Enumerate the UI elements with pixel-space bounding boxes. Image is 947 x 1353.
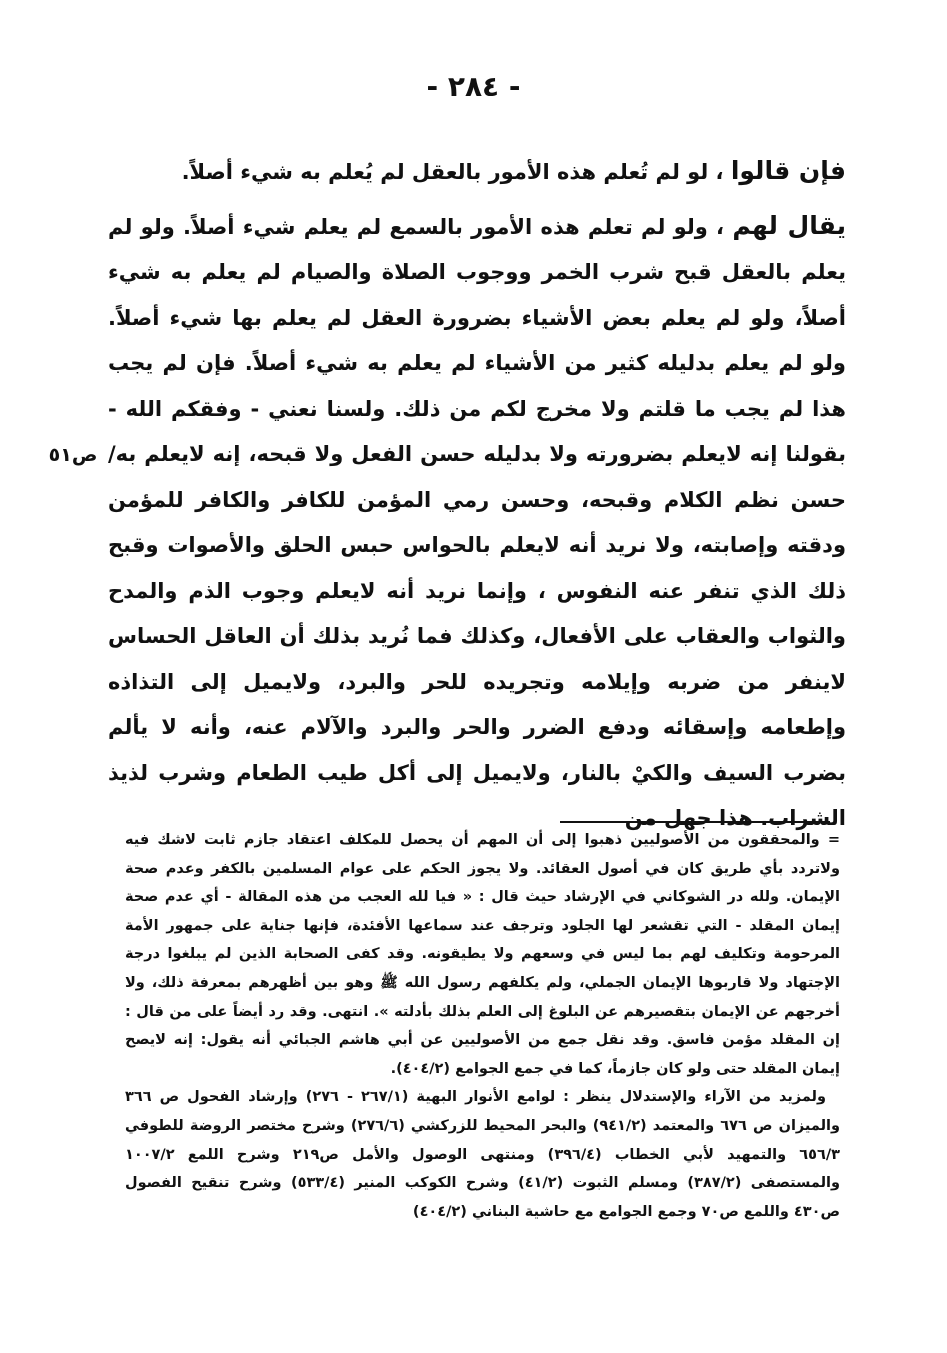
- paragraph-objection: [108, 148, 846, 196]
- objection-text: ، لو لم تُعلم هذه الأمور بالعقل لم يُعلم به شيء أصلاً.: [181, 160, 731, 184]
- footnotes: [125, 826, 840, 1226]
- objection-keyword: فإن قالوا: [730, 156, 846, 185]
- paragraph-reply: [108, 203, 846, 842]
- manuscript-page-marker: ص٥١: [48, 444, 98, 466]
- footnote-continuation: = والمحققون من الأصوليين ذهبوا إلى أن المهم أن يحصل للمكلف اعتقاد جازم ثابت لاشك فيه ولاتردد بأي طريق كان في أصول العقائد. ولا يجوز الحكم على عوام المسلمين بالكفر وعدم صحة الإيمان. ولله در الشوكاني في الإرشاد حيث قال : « فيا لله العجب من هذه المقالة - أي عدم صحة إيمان المقلد - التي تقشعر لها الجلود وترجف عند سماعها الأفئدة، فإنها جناية على جمهور الأمة المرحومة وتكليف لهم بما ليس في وسعهم ولا يطيقونه. وقد كفى الصحابة الذين لم يبلغوا درجة الإجتهاد ولا قاربوها الإيمان الجملي، ولم يكلفهم رسول الله ﷺ وهو بين أظهرهم بمعرفة ذلك، ولا أخرجهم عن الإيمان بتقصيرهم عن البلوغ إلى العلم بذلك بأدلته ». انتهى. وقد رد أيضاً على من قال : إن المقلد مؤمن فاسق. وقد نقل جمع من الأصوليين عن أبي هاشم الجبائي أنه يقول: إنه لايصح إيمان المقلد حتى ولو كان جازماً، كما في جمع الجوامع (٤٠٤/٢).: [125, 832, 840, 1077]
- main-text: [108, 148, 846, 842]
- reply-keyword: يقال لهم: [732, 210, 846, 240]
- footnote-references: ولمزيد من الآراء والإستدلال ينظر : لوامع الأنوار البهية (٢٦٧/١ - ٢٧٦) وإرشاد الفحول ص ٣٦٦ والميزان ص ٦٧٦ والمعتمد (٩٤١/٢) والبحر المحيط للزركشي (٢٧٦/٦) وشرح مختصر الروضة للطوفي ٦٥٦/٣ والتمهيد لأبي الخطاب (٣٩٦/٤) ومنتهى الوصول والأمل ص٢١٩ وشرح اللمع ١٠٠٧/٢ والمستصفى (٣٨٧/٢) ومسلم الثبوت (٤١/٢) وشرح الكوكب المنير (٥٣٣/٤) وشرح تنقيح الفصول ص٤٣٠ واللمع ص٧٠ وجمع الجوامع مع حاشية البناني (٤٠٤/٢): [125, 1089, 840, 1220]
- page-number: - ٢٨٤ -: [426, 70, 521, 103]
- reply-text: ، ولو لم تعلم هذه الأمور بالسمع لم يعلم شيء أصلاً. ولو لم يعلم بالعقل قبح شرب الخمر ووجوب الصلاة والصيام لم يعلم به شيء أصلاً، ولو لم يعلم بعض الأشياء بضرورة العقل لم يعلم بها شيء أصلاً. ولو لم يعلم بدليله كثير من الأشياء لم يعلم به شيء أصلاً. فإن لم يجب هذا لم يجب ما قلتم ولا مخرج لكم من ذلك. ولسنا نعني - وفقكم الله - بقولنا إنه لايعلم بضرورته ولا بدليله حسن الفعل ولا قبحه، إنه لايعلم به/ حسن نظم الكلام وقبحه، وحسن رمي المؤمن للكافر والكافر للمؤمن ودقته وإصابته، ولا نريد أنه لايعلم بالحواس حبس الحلق والأصوات وقبح ذلك الذي تنفر عنه النفوس ، وإنما نريد أنه لايعلم وجوب الذم والمدح والثواب والعقاب على الأفعال، وكذلك فما نُريد بذلك أن العاقل الحساس لاينفر من ضربه وإيلامه وتجريده للحر والبرد، ولايميل إلى التذاذه وإطعامه وإسقائه ودفع الضرر والحر والبرد والآلام عنه، وأنه لا يألم بضرب السيف والكيْ بالنار، ولايميل إلى أكل طيب الطعام وشرب لذيذ الشراب. هذا جهل من: [108, 214, 846, 830]
- footnote-separator: [560, 821, 830, 823]
